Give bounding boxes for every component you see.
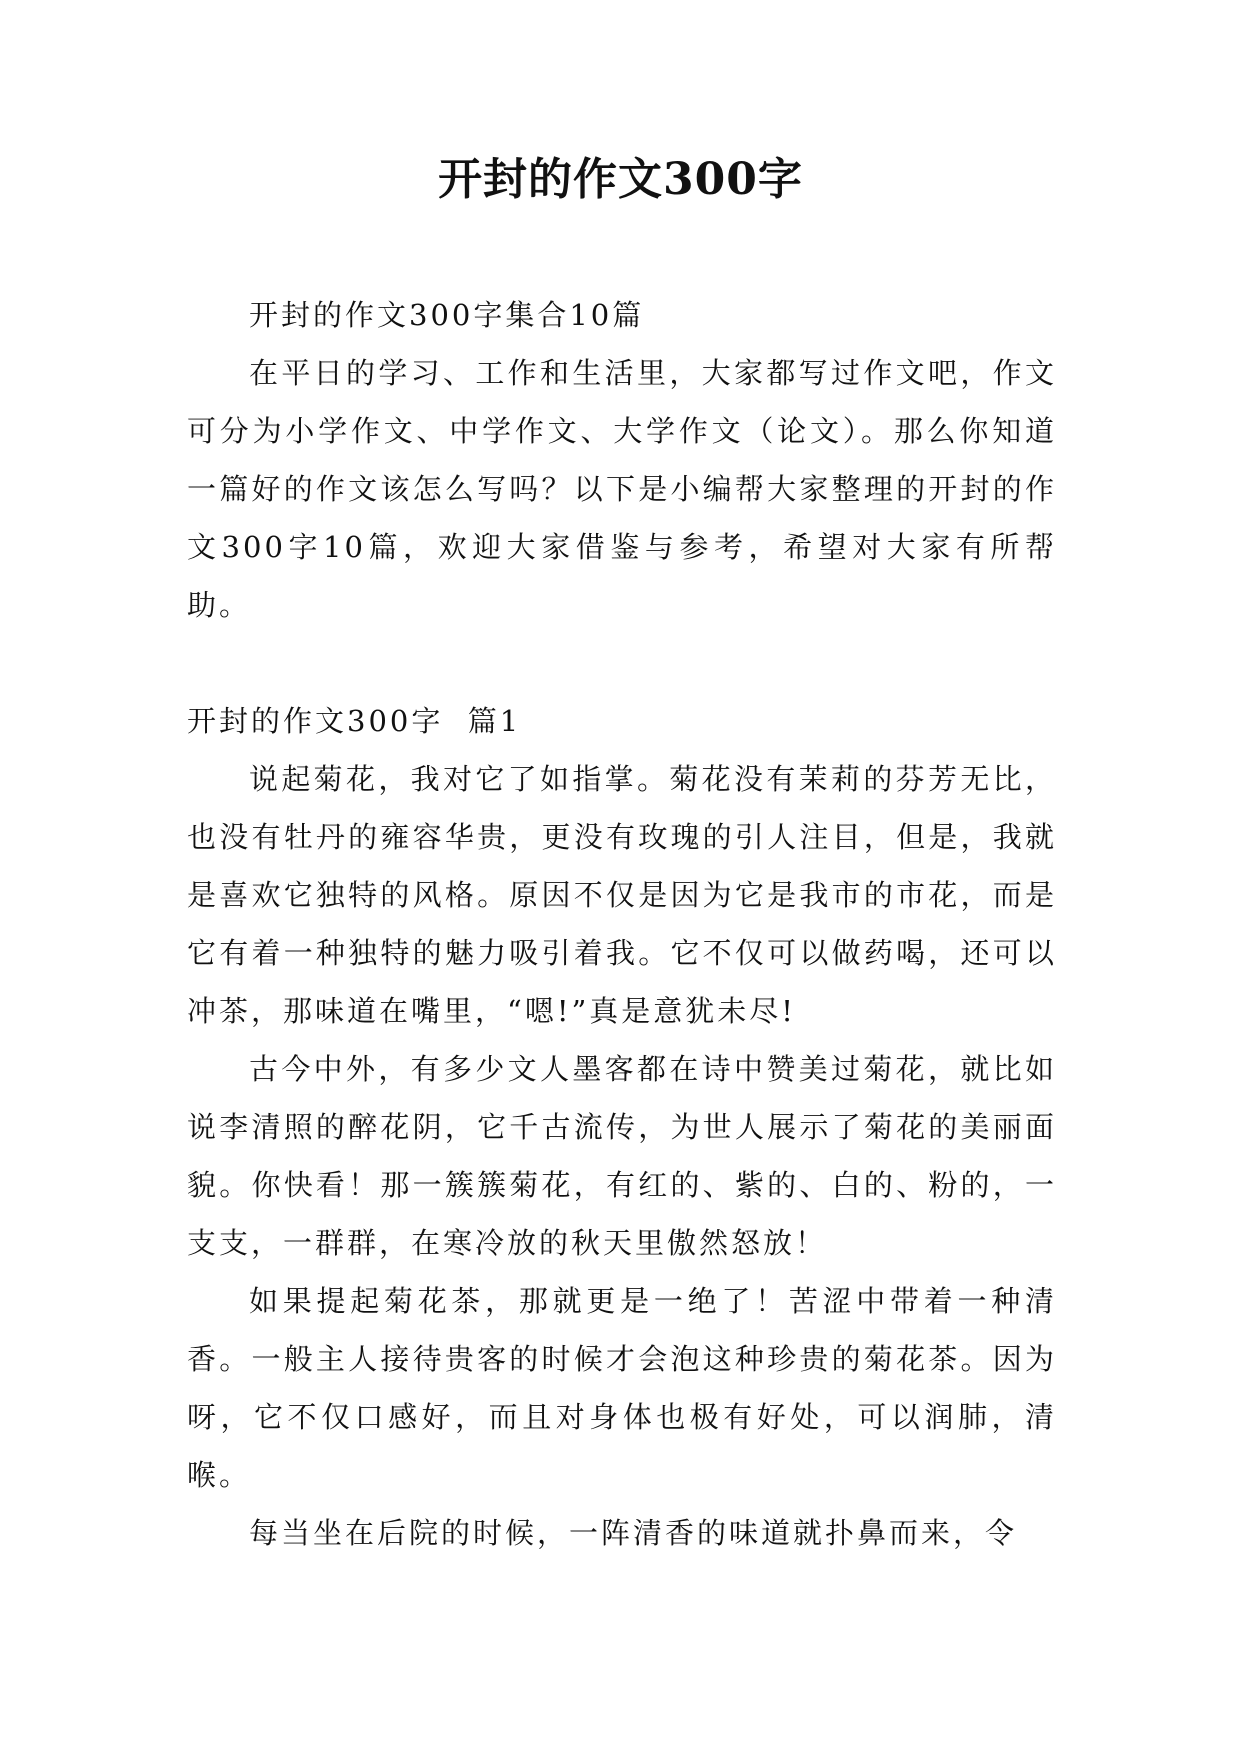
collection-heading: 开封的作文300字集合10篇 [249, 298, 645, 332]
section-heading: 开封的作文300字 篇1 [187, 704, 522, 738]
intro-paragraph: 在平日的学习、工作和生活里，大家都写过作文吧，作文可分为小学作文、中学作文、大学作文（论文）。那么你知道一篇好的作文该怎么写吗？以下是小编帮大家整理的开封的作文300字10篇，欢迎大家借鉴与参考，希望对大家有所帮助。 [187, 356, 1057, 622]
section-paragraph-2: 古今中外，有多少文人墨客都在诗中赞美过菊花，就比如说李清照的醉花阴，它千古流传，为世人展示了菊花的美丽面貌。你快看！那一簇簇菊花，有红的、紫的、白的、粉的，一支支，一群群，在寒冷放的秋天里傲然怒放！ [187, 1052, 1057, 1260]
document-title: 开封的作文300字 [438, 154, 803, 205]
section-paragraph-3: 如果提起菊花茶，那就更是一绝了！苦涩中带着一种清香。一般主人接待贵客的时候才会泡这种珍贵的菊花茶。因为呀，它不仅口感好，而且对身体也极有好处，可以润肺，清喉。 [187, 1284, 1057, 1492]
section-paragraph-4: 每当坐在后院的时候，一阵清香的味道就扑鼻而来，令 [249, 1516, 1018, 1550]
section-paragraph-1: 说起菊花，我对它了如指掌。菊花没有茉莉的芬芳无比，也没有牡丹的雍容华贵，更没有玫瑰的引人注目，但是，我就是喜欢它独特的风格。原因不仅是因为它是我市的市花，而是它有着一种独特的魅力吸引着我。它不仅可以做药喝，还可以冲茶，那味道在嘴里，“嗯!”真是意犹未尽! [187, 762, 1057, 1028]
document-body [187, 286, 1057, 1562]
